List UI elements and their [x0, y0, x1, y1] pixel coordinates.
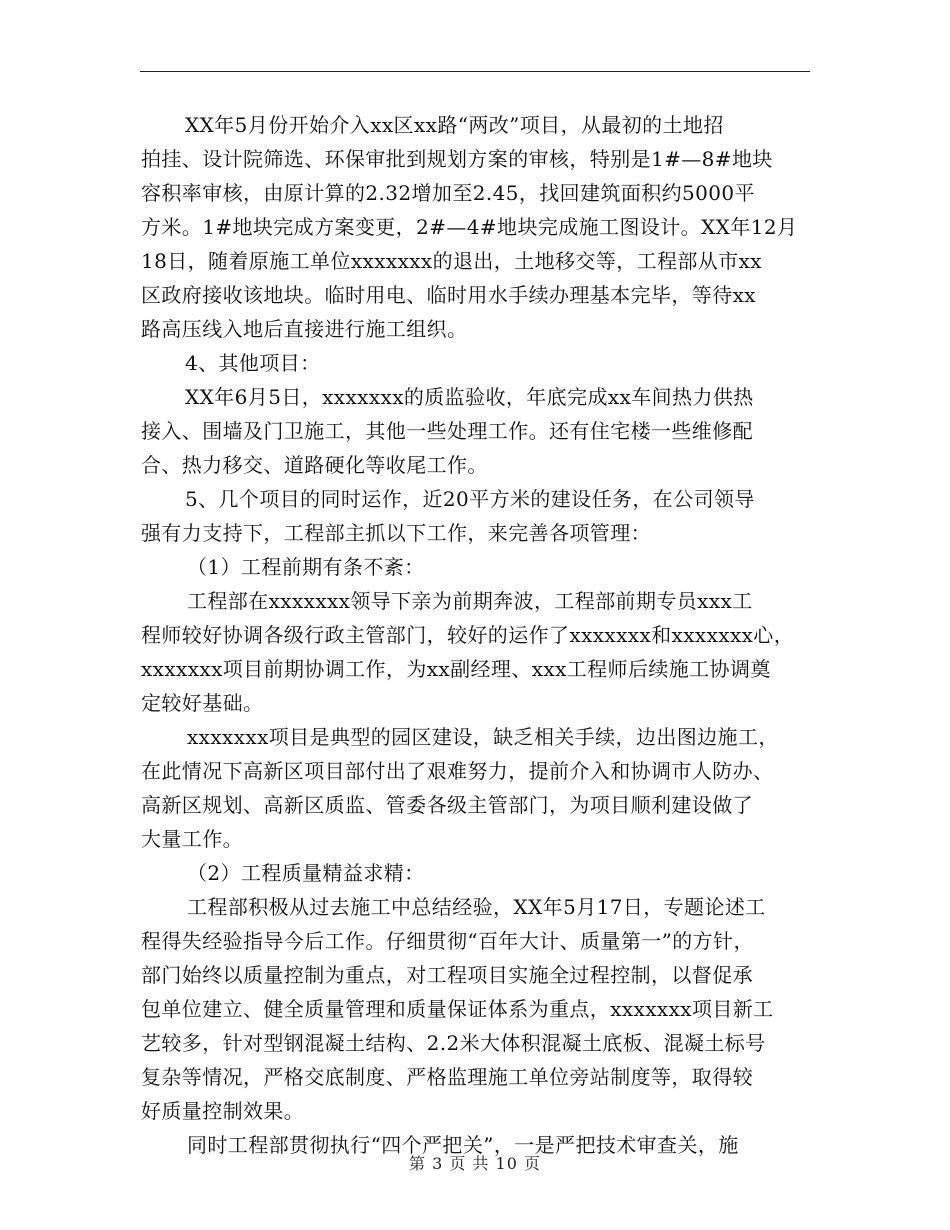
- document-body: [141, 108, 813, 1162]
- body-line: 定较好基础。: [141, 691, 264, 715]
- section-heading: 4、其他项目：: [185, 351, 321, 375]
- body-line: xxxxxxx项目是典型的园区建设，缺乏相关手续，边出图边施工，: [187, 725, 779, 749]
- subsection-heading: （2）工程质量精益求精：: [187, 861, 425, 885]
- body-line: 高新区规划、高新区质监、管委各级主管部门，为项目顺利建设做了: [141, 793, 753, 817]
- body-line: xxxxxxx项目前期协调工作，为xx副经理、xxx工程师后续施工协调奠: [141, 657, 771, 681]
- body-line: 容积率审核，由原计算的2.32增加至2.45，找回建筑面积约5000平: [141, 181, 755, 205]
- body-line: 18日，随着原施工单位xxxxxxx的退出，土地移交等，工程部从市xx: [141, 249, 762, 273]
- header-rule: [140, 71, 810, 72]
- body-line: 复杂等情况，严格交底制度、严格监理施工单位旁站制度等，取得较: [141, 1065, 753, 1089]
- body-line: 拍挂、设计院筛选、环保审批到规划方案的审核，特别是1#—8#地块: [141, 147, 773, 171]
- body-line: 方米。1#地块完成方案变更，2#—4#地块完成施工图设计。XX年12月: [141, 215, 798, 239]
- body-line: 工程部积极从过去施工中总结经验，XX年5月17日，专题论述工: [187, 895, 766, 919]
- body-line: 好质量控制效果。: [141, 1099, 305, 1123]
- body-line: 程得失经验指导今后工作。仔细贯彻“百年大计、质量第一”的方针，: [141, 929, 754, 953]
- body-line: 在此情况下高新区项目部付出了艰难努力，提前介入和协调市人防办、: [141, 759, 774, 783]
- body-line: 路高压线入地后直接进行施工组织。: [141, 317, 468, 341]
- subsection-heading: （1）工程前期有条不紊：: [187, 555, 425, 579]
- body-line: 程师较好协调各级行政主管部门，较好的运作了xxxxxxx和xxxxxxx心，: [141, 623, 795, 647]
- body-line: XX年5月份开始介入xx区xx路“两改”项目，从最初的土地招: [185, 113, 724, 137]
- body-line: 艺较多，针对型钢混凝土结构、2.2米大体积混凝土底板、混凝土标号: [141, 1031, 766, 1055]
- body-line: 接入、围墙及门卫施工，其他一些处理工作。还有住宅楼一些维修配: [141, 419, 753, 443]
- body-line: 合、热力移交、道路硬化等收尾工作。: [141, 453, 488, 477]
- body-line: XX年6月5日，xxxxxxx的质监验收，年底完成xx车间热力供热: [185, 385, 754, 409]
- body-line: 部门始终以质量控制为重点，对工程项目实施全过程控制，以督促承: [141, 963, 753, 987]
- page-number: 第 3 页 共 10 页: [409, 1154, 541, 1173]
- body-line: 区政府接收该地块。临时用电、临时用水手续办理基本完毕，等待xx: [141, 283, 756, 307]
- body-line: 5、几个项目的同时运作，近20平方米的建设任务，在公司领导: [185, 487, 755, 511]
- body-line: 同时工程部贯彻执行“四个严把关”，一是严把技术审查关，施: [187, 1133, 739, 1157]
- body-line: 工程部在xxxxxxx领导下亲为前期奔波，工程部前期专员xxx工: [187, 589, 753, 613]
- body-line: 强有力支持下，工程部主抓以下工作，来完善各项管理：: [141, 521, 651, 545]
- body-line: 大量工作。: [141, 827, 243, 851]
- body-line: 包单位建立、健全质量管理和质量保证体系为重点，xxxxxxx项目新工: [141, 997, 774, 1021]
